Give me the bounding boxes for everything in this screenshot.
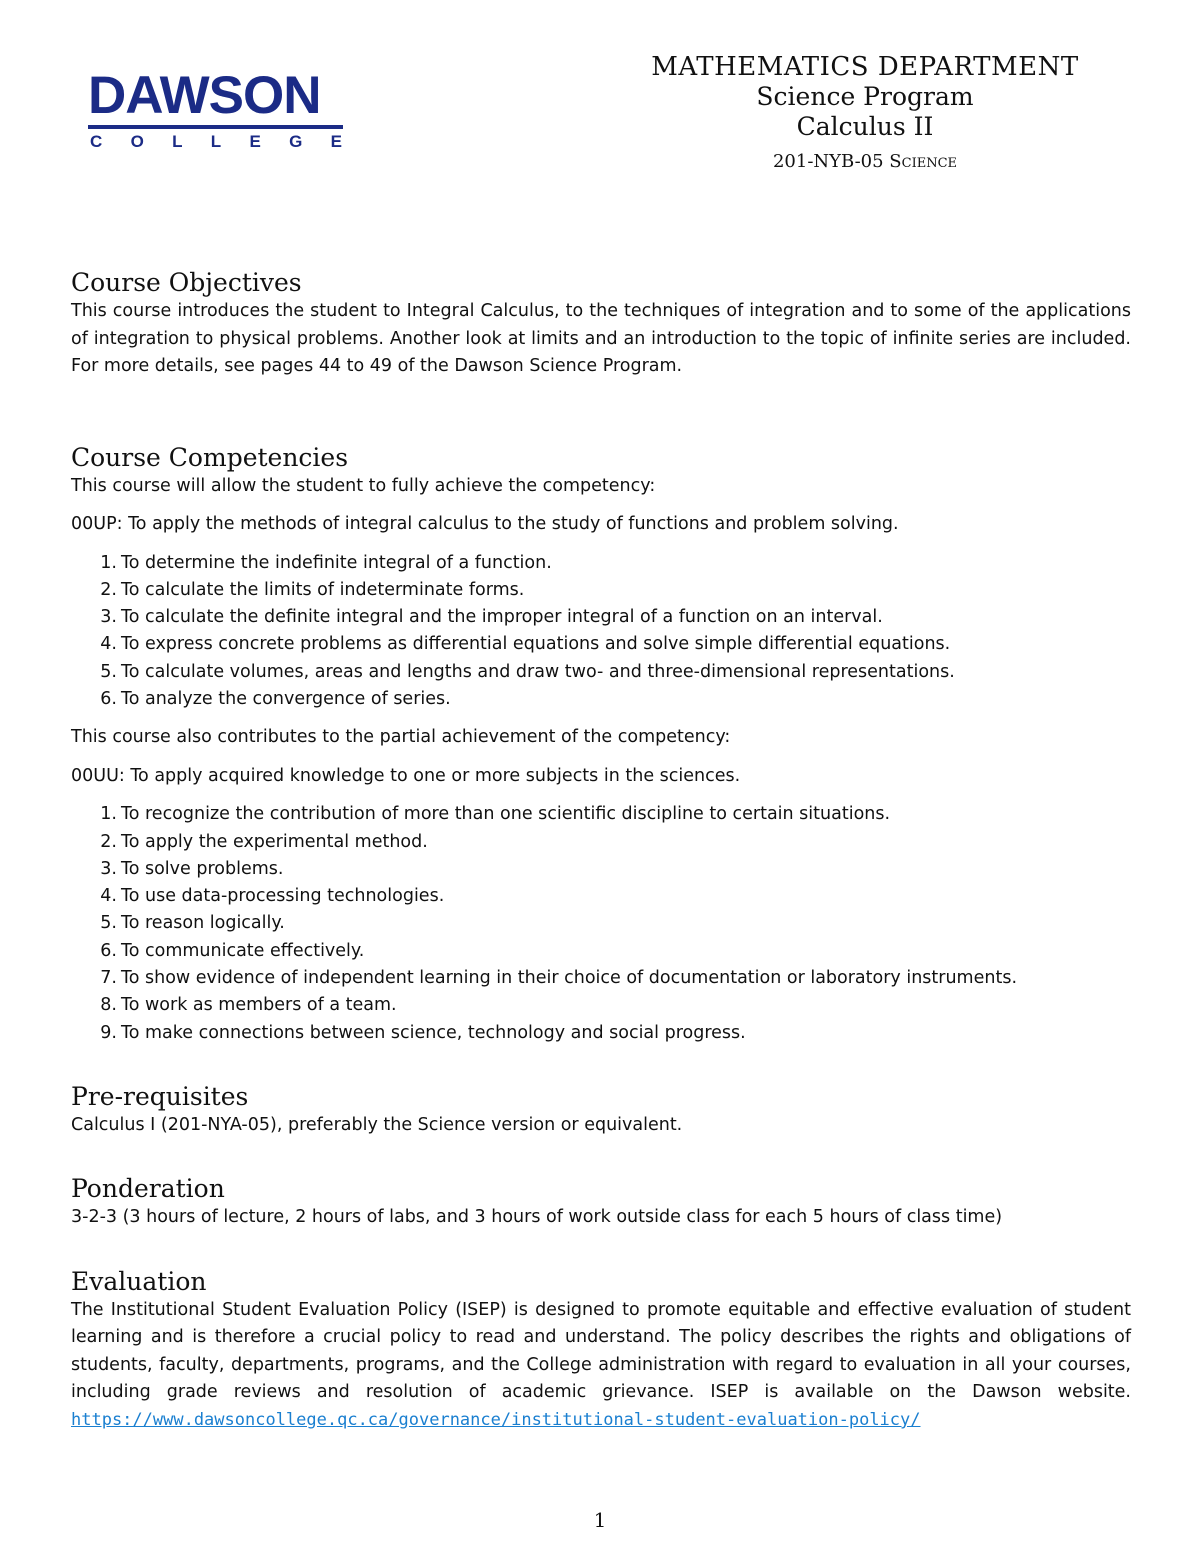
logo-letter: G [289, 132, 303, 151]
list-item: 5. To reason logically. [100, 913, 285, 934]
list-item: 2. To calculate the limits of indeterminate forms. [100, 579, 525, 600]
list-item: 4. To express concrete problems as differential equations and solve simple differential equations. [100, 634, 951, 655]
evaluation-text [71, 1297, 1131, 1435]
isep-link[interactable]: https://www.dawsoncollege.qc.ca/governance/institutional-student-evaluation-policy/ [71, 1409, 921, 1430]
prerequisites-text: Calculus I (201-NYA-05), preferably the Science version or equivalent. [71, 1114, 683, 1135]
dawson-college-logo [88, 68, 343, 154]
page-number: 1 [593, 1508, 607, 1532]
list-item: 9. To make connections between science, technology and social progress. [100, 1022, 746, 1043]
competency-00up: 00UP: To apply the methods of integral calculus to the study of functions and problem solving. [71, 514, 899, 534]
list-item: 1. To determine the indefinite integral of a function. [100, 552, 552, 573]
prerequisites-heading: Pre-requisites [71, 1081, 249, 1111]
department-title: MATHEMATICS DEPARTMENT [651, 52, 1079, 82]
logo-letter: O [130, 132, 144, 151]
logo-letter: L [210, 132, 222, 151]
list-item: 7. To show evidence of independent learning in their choice of documentation or laboratory instruments. [100, 968, 1018, 989]
list-item: 8. To work as members of a team. [100, 995, 397, 1016]
logo-subtitle [90, 132, 342, 152]
logo-letter: L [172, 132, 183, 151]
logo-rule [88, 125, 343, 129]
course-title: Calculus II [796, 112, 934, 141]
ponderation-text: 3-2-3 (3 hours of lecture, 2 hours of labs, and 3 hours of work outside class for each 5 hours of class time) [71, 1207, 1003, 1228]
competencies-intro: This course will allow the student to fully achieve the competency: [71, 475, 656, 496]
document-body [71, 268, 1131, 1434]
competencies-section [71, 443, 1131, 1047]
list-item: 4. To use data-processing technologies. [100, 886, 445, 907]
course-code: 201-NYB-05 Science [772, 151, 958, 172]
prerequisites-section [71, 1082, 1131, 1140]
competency-00uu: 00UU: To apply acquired knowledge to one or more subjects in the sciences. [71, 765, 741, 786]
objectives-text: This course introduces the student to Integral Calculus, to the techniques of integration and to some of the applications of integration to physical problems. Another look at limits and an introduction to the topic of infinite series are included. For more details, see pages 44 to 49 of the Dawson Science Program. [71, 301, 1131, 376]
competency-00up-list [71, 550, 1131, 714]
logo-letter: E [330, 132, 342, 151]
list-item: 3. To calculate the definite integral and the improper integral of a function on an interval. [100, 607, 883, 628]
logo-letter: E [249, 132, 261, 151]
evaluation-body: The Institutional Student Evaluation Policy (ISEP) is designed to promote equitable and effective evaluation of student learning and is therefore a crucial policy to read and understand. The policy describes the rights and obligations of students, faculty, departments, programs, and the College administration with regard to evaluation in all your courses, including grade reviews and resolution of academic grievance. ISEP is available on the Dawson website. [71, 1299, 1131, 1403]
objectives-section [71, 268, 1131, 381]
ponderation-section [71, 1174, 1131, 1232]
list-item: 6. To analyze the convergence of series. [100, 688, 451, 709]
list-item: 3. To solve problems. [100, 858, 284, 879]
list-item: 6. To communicate effectively. [100, 940, 365, 961]
partial-competency-intro: This course also contributes to the partial achievement of the competency: [71, 727, 731, 748]
document-header [600, 52, 1130, 174]
competency-00uu-list [71, 801, 1131, 1047]
ponderation-heading: Ponderation [71, 1174, 225, 1204]
evaluation-heading: Evaluation [71, 1266, 207, 1296]
list-item: 5. To calculate volumes, areas and lengths and draw two- and three-dimensional representations. [100, 661, 955, 682]
program-title: Science Program [756, 82, 974, 111]
logo-letter: C [90, 132, 103, 151]
list-item: 1. To recognize the contribution of more than one scientific discipline to certain situations. [100, 804, 891, 825]
objectives-heading: Course Objectives [71, 268, 302, 297]
competencies-heading: Course Competencies [71, 442, 349, 472]
evaluation-section [71, 1267, 1131, 1435]
list-item: 2. To apply the experimental method. [100, 831, 428, 852]
logo-wordmark: DAWSON [88, 66, 321, 125]
